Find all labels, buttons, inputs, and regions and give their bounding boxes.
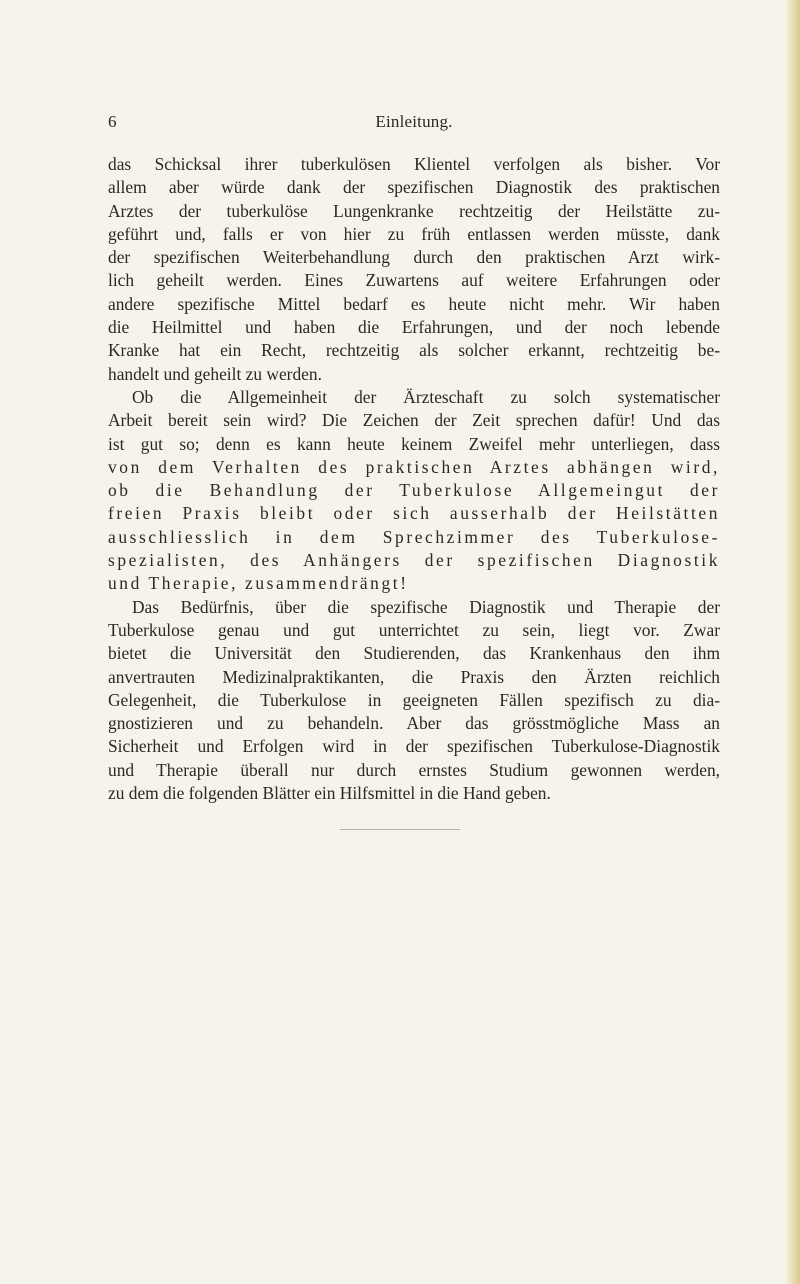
body-text — [108, 153, 720, 805]
emphasized-line: ausschliesslich in dem Sprechzimmer des Tuberkulose- — [108, 526, 720, 547]
text-line: Arztes der tuberkulöse Lungenkranke rechtzeitig der Heilstätte zu- — [108, 200, 720, 221]
page-number: 6 — [108, 112, 117, 131]
text-line: anvertrauten Medizinalpraktikanten, die Praxis den Ärzten reichlich — [108, 666, 720, 687]
text-line: Tuberkulose genau und gut unterrichtet zu sein, liegt vor. Zwar — [108, 619, 720, 640]
text-line: zu dem die folgenden Blätter ein Hilfsmittel in die Hand geben. — [108, 783, 551, 804]
text-line: handelt und geheilt zu werden. — [108, 363, 322, 384]
text-line: andere spezifische Mittel bedarf es heute nicht mehr. Wir haben — [108, 293, 720, 314]
emphasized-line: ob die Behandlung der Tuberkulose Allgemeingut der — [108, 480, 720, 501]
text-line: Sicherheit und Erfolgen wird in der spezifischen Tuberkulose-Diagnostik — [108, 736, 720, 757]
text-line: allem aber würde dank der spezifischen Diagnostik des praktischen — [108, 177, 720, 198]
text-line: Das Bedürfnis, über die spezifische Diagnostik und Therapie der — [132, 596, 720, 617]
page-header — [108, 112, 720, 134]
emphasized-line: spezialisten, des Anhängers der spezifischen Diagnostik — [108, 550, 720, 571]
text-line: das Schicksal ihrer tuberkulösen Klientel verfolgen als bisher. Vor — [108, 154, 720, 174]
text-line: geführt und, falls er von hier zu früh entlassen werden müsste, dank — [108, 223, 720, 244]
section-divider — [340, 829, 460, 830]
text-line: Kranke hat ein Recht, rechtzeitig als solcher erkannt, rechtzeitig be- — [108, 340, 720, 361]
emphasized-line: und Therapie, zusammendrängt! — [108, 573, 409, 594]
text-line: und Therapie überall nur durch ernstes Studium gewonnen werden, — [108, 759, 720, 780]
emphasized-line: von dem Verhalten des praktischen Arztes abhängen wird, — [108, 456, 720, 477]
text-line: die Heilmittel und haben die Erfahrungen, und der noch lebende — [108, 317, 720, 338]
running-title: Einleitung. — [375, 112, 453, 131]
text-line: bietet die Universität den Studierenden, das Krankenhaus den ihm — [108, 643, 720, 664]
text-line: Gelegenheit, die Tuberkulose in geeigneten Fällen spezifisch zu dia- — [108, 689, 720, 710]
emphasized-line: freien Praxis bleibt oder sich ausserhalb der Heilstätten — [108, 503, 720, 524]
text-line: ist gut so; denn es kann heute keinem Zweifel mehr unterliegen, dass — [108, 433, 720, 454]
page-edge — [786, 0, 800, 1284]
text-line: lich geheilt werden. Eines Zuwartens auf weitere Erfahrungen oder — [108, 270, 720, 291]
text-line: der spezifischen Weiterbehandlung durch den praktischen Arzt wirk- — [108, 247, 720, 268]
text-line: gnostizieren und zu behandeln. Aber das grösstmögliche Mass an — [108, 713, 720, 734]
text-line: Ob die Allgemeinheit der Ärzteschaft zu solch systematischer — [132, 386, 720, 407]
text-line: Arbeit bereit sein wird? Die Zeichen der Zeit sprechen dafür! Und das — [108, 410, 720, 431]
